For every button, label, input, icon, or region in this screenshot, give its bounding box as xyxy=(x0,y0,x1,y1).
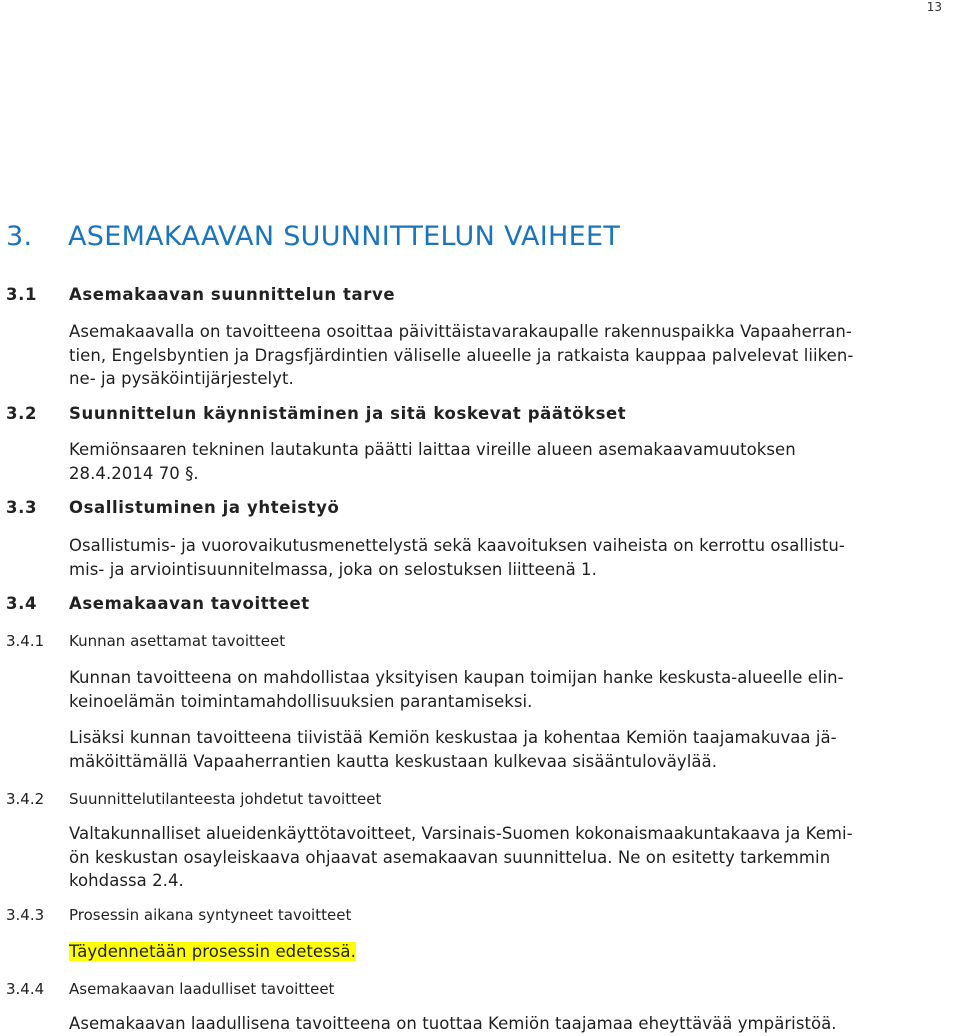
paragraph-line: keinoelämän toimintamahdollisuuksien parantamiseksi. xyxy=(69,691,533,711)
section-number: 3.4.3 xyxy=(6,906,45,924)
section-title: Suunnittelutilanteesta johdetut tavoitteet xyxy=(69,790,382,808)
section-3-1-paragraph xyxy=(69,320,853,391)
chapter-title: ASEMAKAAVAN SUUNNITTELUN VAIHEET xyxy=(68,221,621,252)
section-title: Suunnittelun käynnistäminen ja sitä koskevat päätökset xyxy=(69,404,627,423)
section-number: 3.3 xyxy=(6,498,38,517)
paragraph-line: Kemiönsaaren tekninen lautakunta päätti laittaa vireille alueen asemakaavamuutoksen xyxy=(69,440,796,459)
paragraph-line: mis- ja arviointisuunnitelmassa, joka on selostuksen liitteenä 1. xyxy=(69,559,597,579)
highlighted-note: Täydennetään prosessin edetessä. xyxy=(69,942,356,961)
chapter-number: 3. xyxy=(6,221,33,252)
section-3-1-heading xyxy=(6,285,395,304)
paragraph-line: Valtakunnalliset alueidenkäyttötavoitteet, Varsinais-Suomen kokonaismaakuntakaava ja Kemi- xyxy=(69,824,853,843)
section-3-2-heading xyxy=(6,404,626,423)
section-3-4-3-heading xyxy=(6,906,351,924)
section-number: 3.2 xyxy=(6,404,38,423)
section-title: Asemakaavan suunnittelun tarve xyxy=(69,285,396,304)
section-number: 3.4.1 xyxy=(6,632,45,650)
section-3-4-1-paragraph-2 xyxy=(69,726,837,773)
paragraph-line: kohdassa 2.4. xyxy=(69,871,184,890)
section-3-4-3-paragraph xyxy=(69,940,356,964)
section-number: 3.1 xyxy=(6,285,38,304)
section-title: Prosessin aikana syntyneet tavoitteet xyxy=(69,906,352,924)
section-3-4-heading xyxy=(6,594,310,613)
section-3-3-paragraph xyxy=(69,534,845,581)
page-number: 13 xyxy=(926,0,942,14)
section-title: Asemakaavan laadulliset tavoitteet xyxy=(69,980,335,998)
section-title: Kunnan asettamat tavoitteet xyxy=(69,632,286,650)
paragraph-line: Lisäksi kunnan tavoitteena tiivistää Kemiön keskustaa ja kohentaa Kemiön taajamakuvaa jä- xyxy=(69,728,837,747)
section-number: 3.4 xyxy=(6,594,38,613)
chapter-heading xyxy=(6,221,620,252)
section-title: Osallistuminen ja yhteistyö xyxy=(69,498,340,517)
paragraph-line: Kunnan tavoitteena on mahdollistaa yksityisen kaupan toimijan hanke keskusta-alueelle elin- xyxy=(69,668,844,687)
paragraph-line: 28.4.2014 70 §. xyxy=(69,463,199,483)
section-title: Asemakaavan tavoitteet xyxy=(69,594,310,613)
section-3-4-1-paragraph-1 xyxy=(69,666,844,713)
section-3-3-heading xyxy=(6,498,339,517)
section-3-2-paragraph xyxy=(69,438,796,485)
paragraph-line: Asemakaavalla on tavoitteena osoittaa päivittäistavarakaupalle rakennuspaikka Vapaaherran- xyxy=(69,322,852,341)
section-number: 3.4.4 xyxy=(6,980,45,998)
section-3-4-2-paragraph xyxy=(69,822,853,893)
section-3-4-4-heading xyxy=(6,980,334,998)
paragraph-line: ön keskustan osayleiskaava ohjaavat asemakaavan suunnittelua. Ne on esitetty tarkemmin xyxy=(69,847,831,867)
paragraph-line: tien, Engelsbyntien ja Dragsfjärdintien väliselle alueelle ja ratkaista kauppaa palvelevat liiken- xyxy=(69,345,854,365)
section-3-4-4-paragraph xyxy=(69,1012,837,1036)
paragraph-line: ne- ja pysäköintijärjestelyt. xyxy=(69,369,294,388)
section-number: 3.4.2 xyxy=(6,790,45,808)
section-3-4-2-heading xyxy=(6,790,381,808)
paragraph-line: mäköittämällä Vapaaherrantien kautta keskustaan kulkevaa sisääntuloväylää. xyxy=(69,751,717,771)
section-3-4-1-heading xyxy=(6,632,285,650)
paragraph-line: Asemakaavan laadullisena tavoitteena on tuottaa Kemiön taajamaa eheyttävää ympäristöä. xyxy=(69,1014,837,1033)
paragraph-line: Osallistumis- ja vuorovaikutusmenettelystä sekä kaavoituksen vaiheista on kerrottu osallistu- xyxy=(69,536,845,555)
